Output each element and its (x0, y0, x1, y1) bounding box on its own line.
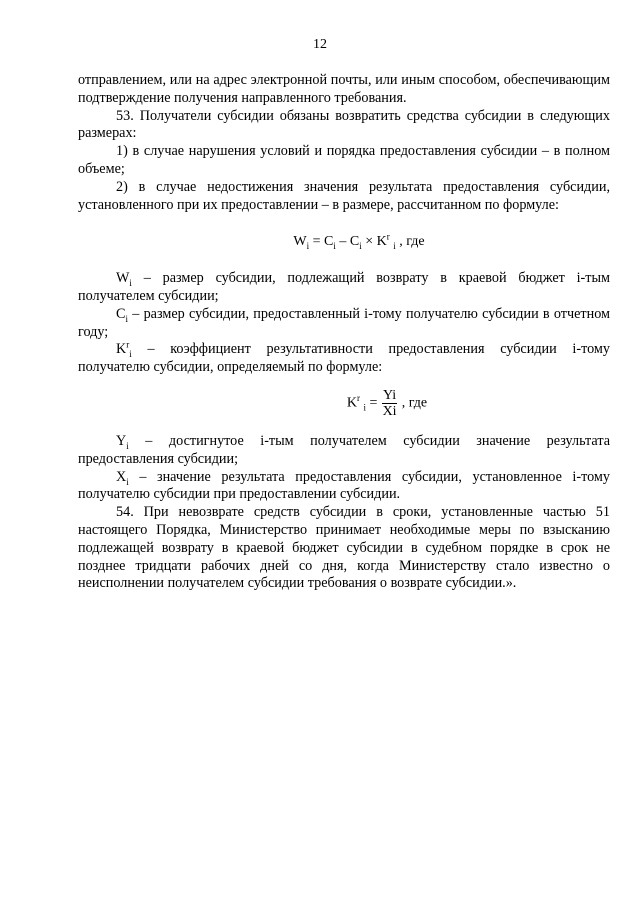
fraction (382, 388, 397, 419)
fraction-numerator: Yi (382, 387, 397, 403)
symbol-y: Y (116, 432, 127, 449)
superscript-r: r (386, 231, 390, 242)
symbol-c: C (116, 305, 126, 322)
paragraph-53-item-2: 2) в случае недостижения значения результата предоставления субсидии, установленного при их предоставлении – в размере, рассчитанном по формуле: (78, 178, 610, 213)
definition-x (78, 469, 610, 505)
paragraph-53: 53. Получатели субсидии обязаны возвратить средства субсидии в следующих размерах: (78, 107, 610, 142)
definition-w (78, 270, 610, 306)
subscript-i: i (129, 349, 132, 360)
definition-k (78, 341, 610, 377)
definition-c (78, 306, 610, 342)
subscript-i: i (126, 440, 129, 451)
definition-text: – достигнутое i-тым получателем субсидии значение результата предоставления субсидии; (78, 432, 610, 467)
subscript-i: i (306, 241, 310, 252)
subscript-i: i (359, 241, 362, 252)
formula-part: = C (309, 234, 334, 250)
paragraph-continuation: отправлением, или на адрес электронной почты, или иным способом, обеспечивающим подтверждение получения направленного требования. (78, 72, 610, 106)
symbol-k: K (116, 341, 127, 358)
formula-tail: , где (398, 395, 428, 411)
formula-part: = (366, 395, 381, 411)
formula-refund (78, 233, 610, 251)
superscript-r: r (126, 339, 130, 350)
definition-text: – размер субсидии, подлежащий возврату в краевой бюджет i-тым получателем субсидии; (78, 270, 610, 304)
formula-part: – C (335, 234, 360, 250)
superscript-r: r (357, 393, 361, 404)
paragraph-53-item-1: 1) в случае нарушения условий и порядка предоставления субсидии – в полном объеме; (78, 143, 610, 177)
definition-y (78, 433, 610, 469)
subscript-i: i (393, 241, 396, 252)
document-body (78, 72, 610, 593)
definition-text: – коэффициент результативности предоставления субсидии i-тому получателю субсидии, определяемый по формуле: (78, 341, 610, 376)
subscript-i: i (363, 402, 367, 413)
subscript-i: i (333, 241, 336, 252)
page-number: 12 (313, 37, 327, 52)
formula-part: × K (361, 234, 387, 250)
formula-tail: , где (395, 234, 425, 250)
formula-coefficient (78, 388, 610, 419)
definition-text: – значение результата предоставления субсидии, установленное i-тому получателю субсидии при предоставлении субсидии. (78, 468, 610, 503)
subscript-i: i (129, 278, 132, 288)
subscript-i: i (126, 476, 129, 487)
fraction-denominator: Xi (382, 403, 397, 419)
symbol-w: W (116, 270, 130, 287)
definition-text: – размер субсидии, предоставленный i-тому получателю субсидии в отчетном году; (78, 305, 610, 340)
symbol-k: K (346, 395, 358, 411)
symbol-w: W (293, 234, 307, 250)
symbol-x: X (116, 468, 127, 485)
paragraph-54: 54. При невозврате средств субсидии в сроки, установленные частью 51 настоящего Порядка, Министерство принимает необходимые меры по взысканию подлежащей возврату в краевой бюджет субсидии в судебном порядке в срок не позднее тридцати рабочих дней со дня, когда Министерству стало известно о неисполнении получателем субсидии требования о возврате субсидии.». (78, 504, 610, 592)
subscript-i: i (125, 313, 128, 324)
